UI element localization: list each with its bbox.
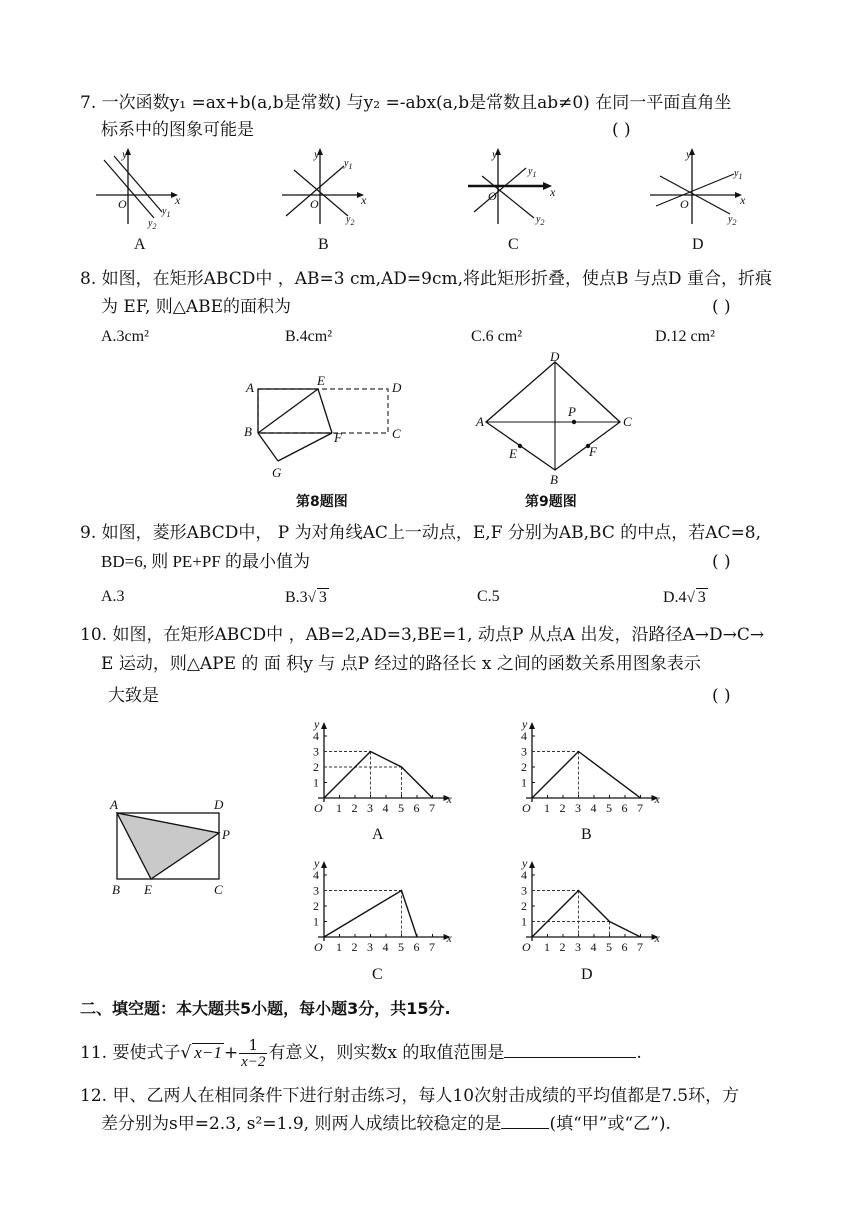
svg-text:G: G [272, 465, 282, 480]
q8-choice-d: D.12 cm² [655, 328, 715, 345]
y-axis-arrow [321, 861, 327, 868]
q10-answer-paren: ( ) [712, 686, 731, 706]
function-line [324, 752, 433, 799]
q7-line1: 7. 一次函数y₁ =ax+b(a,b是常数) 与y₂ =-abx(a,b是常数且ab≠0) 在同一平面直角坐 [80, 93, 732, 113]
x-tick-label: 6 [621, 940, 628, 954]
function-line [532, 752, 641, 799]
svg-text:E: E [509, 446, 517, 461]
q11-answer-blank[interactable] [504, 1057, 636, 1058]
y-tick-label: 1 [313, 775, 319, 790]
svg-text:O: O [118, 197, 127, 211]
q8-choice-c: C.6 cm² [471, 328, 523, 345]
svg-text:E: E [317, 373, 325, 388]
x-tick-label: 6 [621, 801, 628, 815]
svg-text:x: x [361, 193, 367, 207]
svg-text:B: B [112, 882, 120, 897]
svg-text:y1: $y_1$ [734, 168, 743, 181]
function-line [532, 891, 641, 938]
q12-line1: 12. 甲、乙两人在相同条件下进行射击练习，每人10次射击成绩的平均值都是7.5环，方 [80, 1086, 740, 1106]
svg-text:F: F [334, 430, 342, 445]
q7-line2: 标系中的图象可能是 [101, 120, 254, 140]
y-tick-label: 1 [521, 914, 527, 929]
svg-text:A: A [246, 380, 254, 395]
x-tick-label: 2 [559, 940, 566, 954]
x-tick-label: 7 [637, 801, 643, 815]
q10-graph-label-a: A [372, 826, 384, 843]
svg-text:x: x [550, 185, 556, 199]
x-tick-label: 4 [590, 940, 597, 954]
x-tick-label: 3 [575, 940, 581, 954]
svg-text:C: C [392, 426, 401, 441]
svg-text:y2: $y_2$ [728, 214, 737, 227]
x-axis-label: x [446, 792, 452, 806]
svg-text:y: y [122, 147, 128, 161]
x-tick-label: 5 [606, 801, 612, 815]
x-tick-label: 1 [544, 801, 550, 815]
svg-text:x: x [740, 193, 746, 207]
function-line [324, 891, 417, 938]
q10-graph-d [516, 855, 666, 955]
q7-graph-d [650, 146, 750, 226]
x-axis-label: x [654, 792, 660, 806]
q9-answer-paren: ( ) [712, 552, 731, 572]
x-tick-label: 4 [382, 940, 389, 954]
svg-text:D: D [214, 797, 224, 812]
y-axis-arrow [321, 722, 327, 729]
q7-graph-b [282, 146, 372, 226]
q8-choice-a: A.3cm² [101, 328, 149, 345]
q10-line2: E 运动，则△APE 的 面 积y 与 点P 经过的路径长 x 之间的函数关系用图象表示 [101, 654, 701, 674]
figure-8-folded-rectangle [240, 370, 410, 485]
y-axis-label: y [314, 856, 320, 870]
svg-text:x: x [175, 193, 181, 207]
q10-graph-b [516, 716, 666, 816]
q8-answer-paren: ( ) [712, 297, 731, 317]
y-tick-label: 4 [313, 868, 319, 882]
x-tick-label: 1 [544, 940, 550, 954]
y-axis-label: y [314, 717, 320, 731]
x-tick-label: 2 [351, 940, 358, 954]
q10-line1: 10. 如图，在矩形ABCD中 ，AB=2,AD=3,BE=1, 动点P 从点A 出发，沿路径A→D→C→ [80, 625, 765, 645]
q9-choice-a: A.3 [101, 588, 125, 605]
x-tick-label: 7 [429, 801, 435, 815]
y-tick-label: 3 [313, 883, 319, 898]
q9-choice-d: D.4√ 3 [663, 589, 706, 606]
x-tick-label: 2 [559, 801, 566, 815]
svg-text:y2: $y_2$ [536, 214, 545, 227]
svg-text:C: C [623, 414, 632, 429]
x-tick-label: 3 [575, 801, 581, 815]
q7-answer-paren: ( ) [612, 120, 631, 140]
q7-option-b: B [318, 236, 329, 253]
q7-graph-a [96, 146, 186, 231]
x-tick-label: 7 [429, 940, 435, 954]
svg-text:B: B [550, 472, 558, 487]
svg-text:y: y [492, 147, 498, 161]
x-tick-label: 6 [413, 940, 420, 954]
q12-line2: 差分别为s甲=2.3, s²=1.9, 则两人成绩比较稳定的是 (填“甲”或“乙”). [101, 1114, 671, 1134]
figure-9-caption: 第9题图 [525, 494, 577, 510]
svg-text:y: y [314, 147, 320, 161]
y-axis-label: y [522, 856, 528, 870]
q9-choice-d-radicand: 3 [697, 589, 706, 606]
svg-text:B: B [244, 424, 252, 439]
svg-text:y2: $y_2$ [346, 214, 355, 227]
x-tick-label: 7 [637, 940, 643, 954]
x-tick-label: 1 [336, 940, 342, 954]
svg-text:E: E [144, 882, 152, 897]
y-tick-label: 3 [521, 744, 527, 759]
q11-line: 11. 要使式子√ x−1 + $\frac{1}{x-2}$ 有意义，则实数x 的取值范围是 . [80, 1036, 642, 1070]
q8-line1: 8. 如图，在矩形ABCD中 ，AB=3 cm,AD=9cm,将此矩形折叠，使点B 与点D 重合，折痕 [80, 269, 772, 289]
q12-answer-blank[interactable] [501, 1128, 549, 1129]
section2-heading: 二、填空题：本大题共5小题，每小题3分，共15分. [80, 999, 451, 1018]
q10-graph-label-c: C [372, 966, 383, 983]
svg-text:y1: $y_1$ [528, 166, 537, 179]
q10-graph-a [308, 716, 458, 816]
svg-text:O: O [488, 189, 497, 203]
svg-text:y2: $y_2$ [148, 218, 157, 231]
q10-graph-c [308, 855, 458, 955]
x-tick-label: 5 [398, 940, 404, 954]
origin-label: O [522, 801, 531, 815]
y-axis-arrow [529, 722, 535, 729]
q10-graph-label-b: B [581, 826, 592, 843]
y-axis-label: y [522, 717, 528, 731]
figure-8-caption: 第8题图 [296, 494, 348, 510]
q10-graph-label-d: D [581, 966, 593, 983]
y-tick-label: 3 [521, 883, 527, 898]
q10-rectangle-figure [108, 795, 238, 900]
q9-choice-b: B.3√ 3 [285, 589, 327, 606]
y-tick-label: 2 [521, 899, 527, 913]
y-tick-label: 2 [313, 760, 319, 774]
q7-graph-c [466, 146, 556, 226]
y-tick-label: 1 [313, 914, 319, 929]
y-tick-label: 2 [521, 760, 527, 774]
x-tick-label: 4 [382, 801, 389, 815]
q8-choice-b: B.4cm² [285, 328, 333, 345]
x-tick-label: 2 [351, 801, 358, 815]
origin-label: O [314, 940, 323, 954]
q8-line2: 为 EF, 则△ABE的面积为 [101, 297, 292, 317]
svg-text:y: y [686, 147, 692, 161]
svg-text:P: P [568, 404, 576, 419]
q9-choice-c: C.5 [477, 588, 500, 605]
svg-text:O: O [680, 197, 689, 211]
q9-choice-b-radicand: 3 [318, 589, 327, 606]
x-tick-label: 3 [367, 801, 373, 815]
y-tick-label: 1 [521, 775, 527, 790]
x-axis-label: x [446, 931, 452, 945]
origin-label: O [522, 940, 531, 954]
svg-text:O: O [310, 197, 319, 211]
svg-text:A: A [476, 414, 484, 429]
y-tick-label: 3 [313, 744, 319, 759]
x-tick-label: 5 [398, 801, 404, 815]
svg-text:D: D [550, 349, 560, 364]
q9-line1: 9. 如图，菱形ABCD中， P 为对角线AC上一动点，E,F 分别为AB,BC 的中点，若AC=8, [80, 523, 762, 543]
x-tick-label: 3 [367, 940, 373, 954]
x-tick-label: 1 [336, 801, 342, 815]
svg-text:y1: $y_1$ [162, 206, 171, 219]
svg-text:D: D [392, 380, 402, 395]
q7-option-d: D [692, 236, 704, 253]
y-tick-label: 4 [521, 729, 527, 743]
q7-option-a: A [134, 236, 146, 253]
svg-text:C: C [214, 882, 223, 897]
q9-line2: BD=6, 则 PE+PF 的最小值为 [101, 552, 311, 571]
svg-text:y1: $y_1$ [344, 158, 353, 171]
q11-radicand: x−1 [194, 1043, 222, 1062]
x-tick-label: 6 [413, 801, 420, 815]
x-axis-label: x [654, 931, 660, 945]
svg-text:F: F [589, 444, 597, 459]
origin-label: O [314, 801, 323, 815]
y-tick-label: 4 [313, 729, 319, 743]
y-tick-label: 4 [521, 868, 527, 882]
figure-9-rhombus [470, 349, 645, 487]
svg-text:P: P [222, 827, 230, 842]
svg-text:A: A [110, 797, 118, 812]
y-tick-label: 2 [313, 899, 319, 913]
x-tick-label: 4 [590, 801, 597, 815]
x-tick-label: 5 [606, 940, 612, 954]
q11-fraction: $\frac{1}{x-2}$ [241, 1036, 266, 1070]
q7-option-c: C [508, 236, 519, 253]
q10-line3: 大致是 [108, 686, 159, 706]
y-axis-arrow [529, 861, 535, 868]
